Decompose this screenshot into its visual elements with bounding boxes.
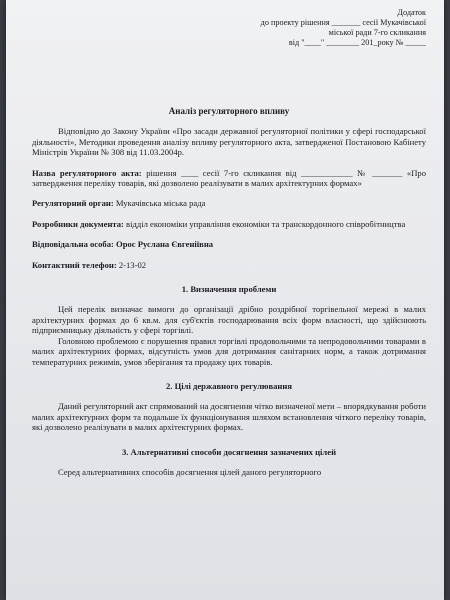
document-content xyxy=(32,8,426,477)
contact-phone-value: 2-13-02 xyxy=(118,259,147,270)
responsible-person-label: Відповідальна особа: xyxy=(32,239,114,250)
section-1-paragraph-1: Цей перелік визначає вимоги до організації дрібно роздрібної торгівельної мережі в малих архітектурних формах до 6 кв.м. для суб'єктів господарювання всіх форм власності, що здійснюють підприємницьку діяльність у сфері торгівлі. xyxy=(32,304,426,336)
act-name-value: рішення ____ сесії 7-го скликання від ____________ № _______ «Про затвердження переліку товарів, які дозволено реалізувати в малих архітектурних формах» xyxy=(32,167,426,189)
appendix-line-1: Додаток xyxy=(397,8,426,17)
section-3-paragraph-1: Серед альтернативних способів досягнення цілей даного регуляторного xyxy=(58,466,322,477)
regulatory-body-label: Регуляторний орган: xyxy=(32,198,114,209)
responsible-person-field xyxy=(32,239,426,249)
document-page xyxy=(6,0,444,600)
appendix-header xyxy=(32,8,426,48)
appendix-line-2: до проекту рішення _______ сесії Мукачівської xyxy=(260,18,426,27)
responsible-person-value: Орос Руслана Євгеніївна xyxy=(116,239,214,250)
section-1-heading: 1. Визначення проблеми xyxy=(181,284,277,295)
regulatory-body-field xyxy=(32,198,426,208)
section-2-paragraph-1: Даний регуляторний акт спрямований на досягнення чітко визначеної мети – впорядкування роботи малих архітектурних форм та подальше їх функціонування шляхом встановлення чіткого переліку товарів, які дозволено реалізувати в малих архітектурних формах. xyxy=(32,401,426,433)
section-2-heading: 2. Цілі державного регулювання xyxy=(166,380,292,391)
developers-field xyxy=(32,219,426,229)
section-3-heading: 3. Альтернативні способи досягнення зазначених цілей xyxy=(121,446,337,457)
contact-phone-field xyxy=(32,260,426,270)
developers-value: відділ економіки управління економіки та транскордонного співробітництва xyxy=(126,218,406,229)
developers-label: Розробники документа: xyxy=(32,218,124,229)
contact-phone-label: Контактний телефон: xyxy=(32,259,117,270)
section-1-paragraph-2: Головною проблемою є порушення правил торгівлі продовольчими та непродовольчими товарами в малих архітектурних формах, відсутність умов для дотримання санітарних норм, а також дотримання температурних режимів, умов зберігання та продажу цих товарів. xyxy=(32,335,426,367)
document-title: Аналіз регуляторного впливу xyxy=(168,106,290,116)
act-name-label: Назва регуляторного акта: xyxy=(32,167,142,178)
regulatory-body-value: Мукачівська міська рада xyxy=(115,198,206,209)
act-name-field xyxy=(32,168,426,189)
appendix-line-4: від "____" ________ 201_року № _____ xyxy=(288,38,426,47)
intro-paragraph: Відповідно до Закону України «Про засади державної регуляторної політики у сфері господарської діяльності», Методики проведення аналізу впливу регуляторного акта, затвердженої Постановою Кабінету Міністрів України № 308 від 11.03.2004р. xyxy=(32,126,426,158)
appendix-line-3: міської ради 7-го скликання xyxy=(328,28,426,37)
